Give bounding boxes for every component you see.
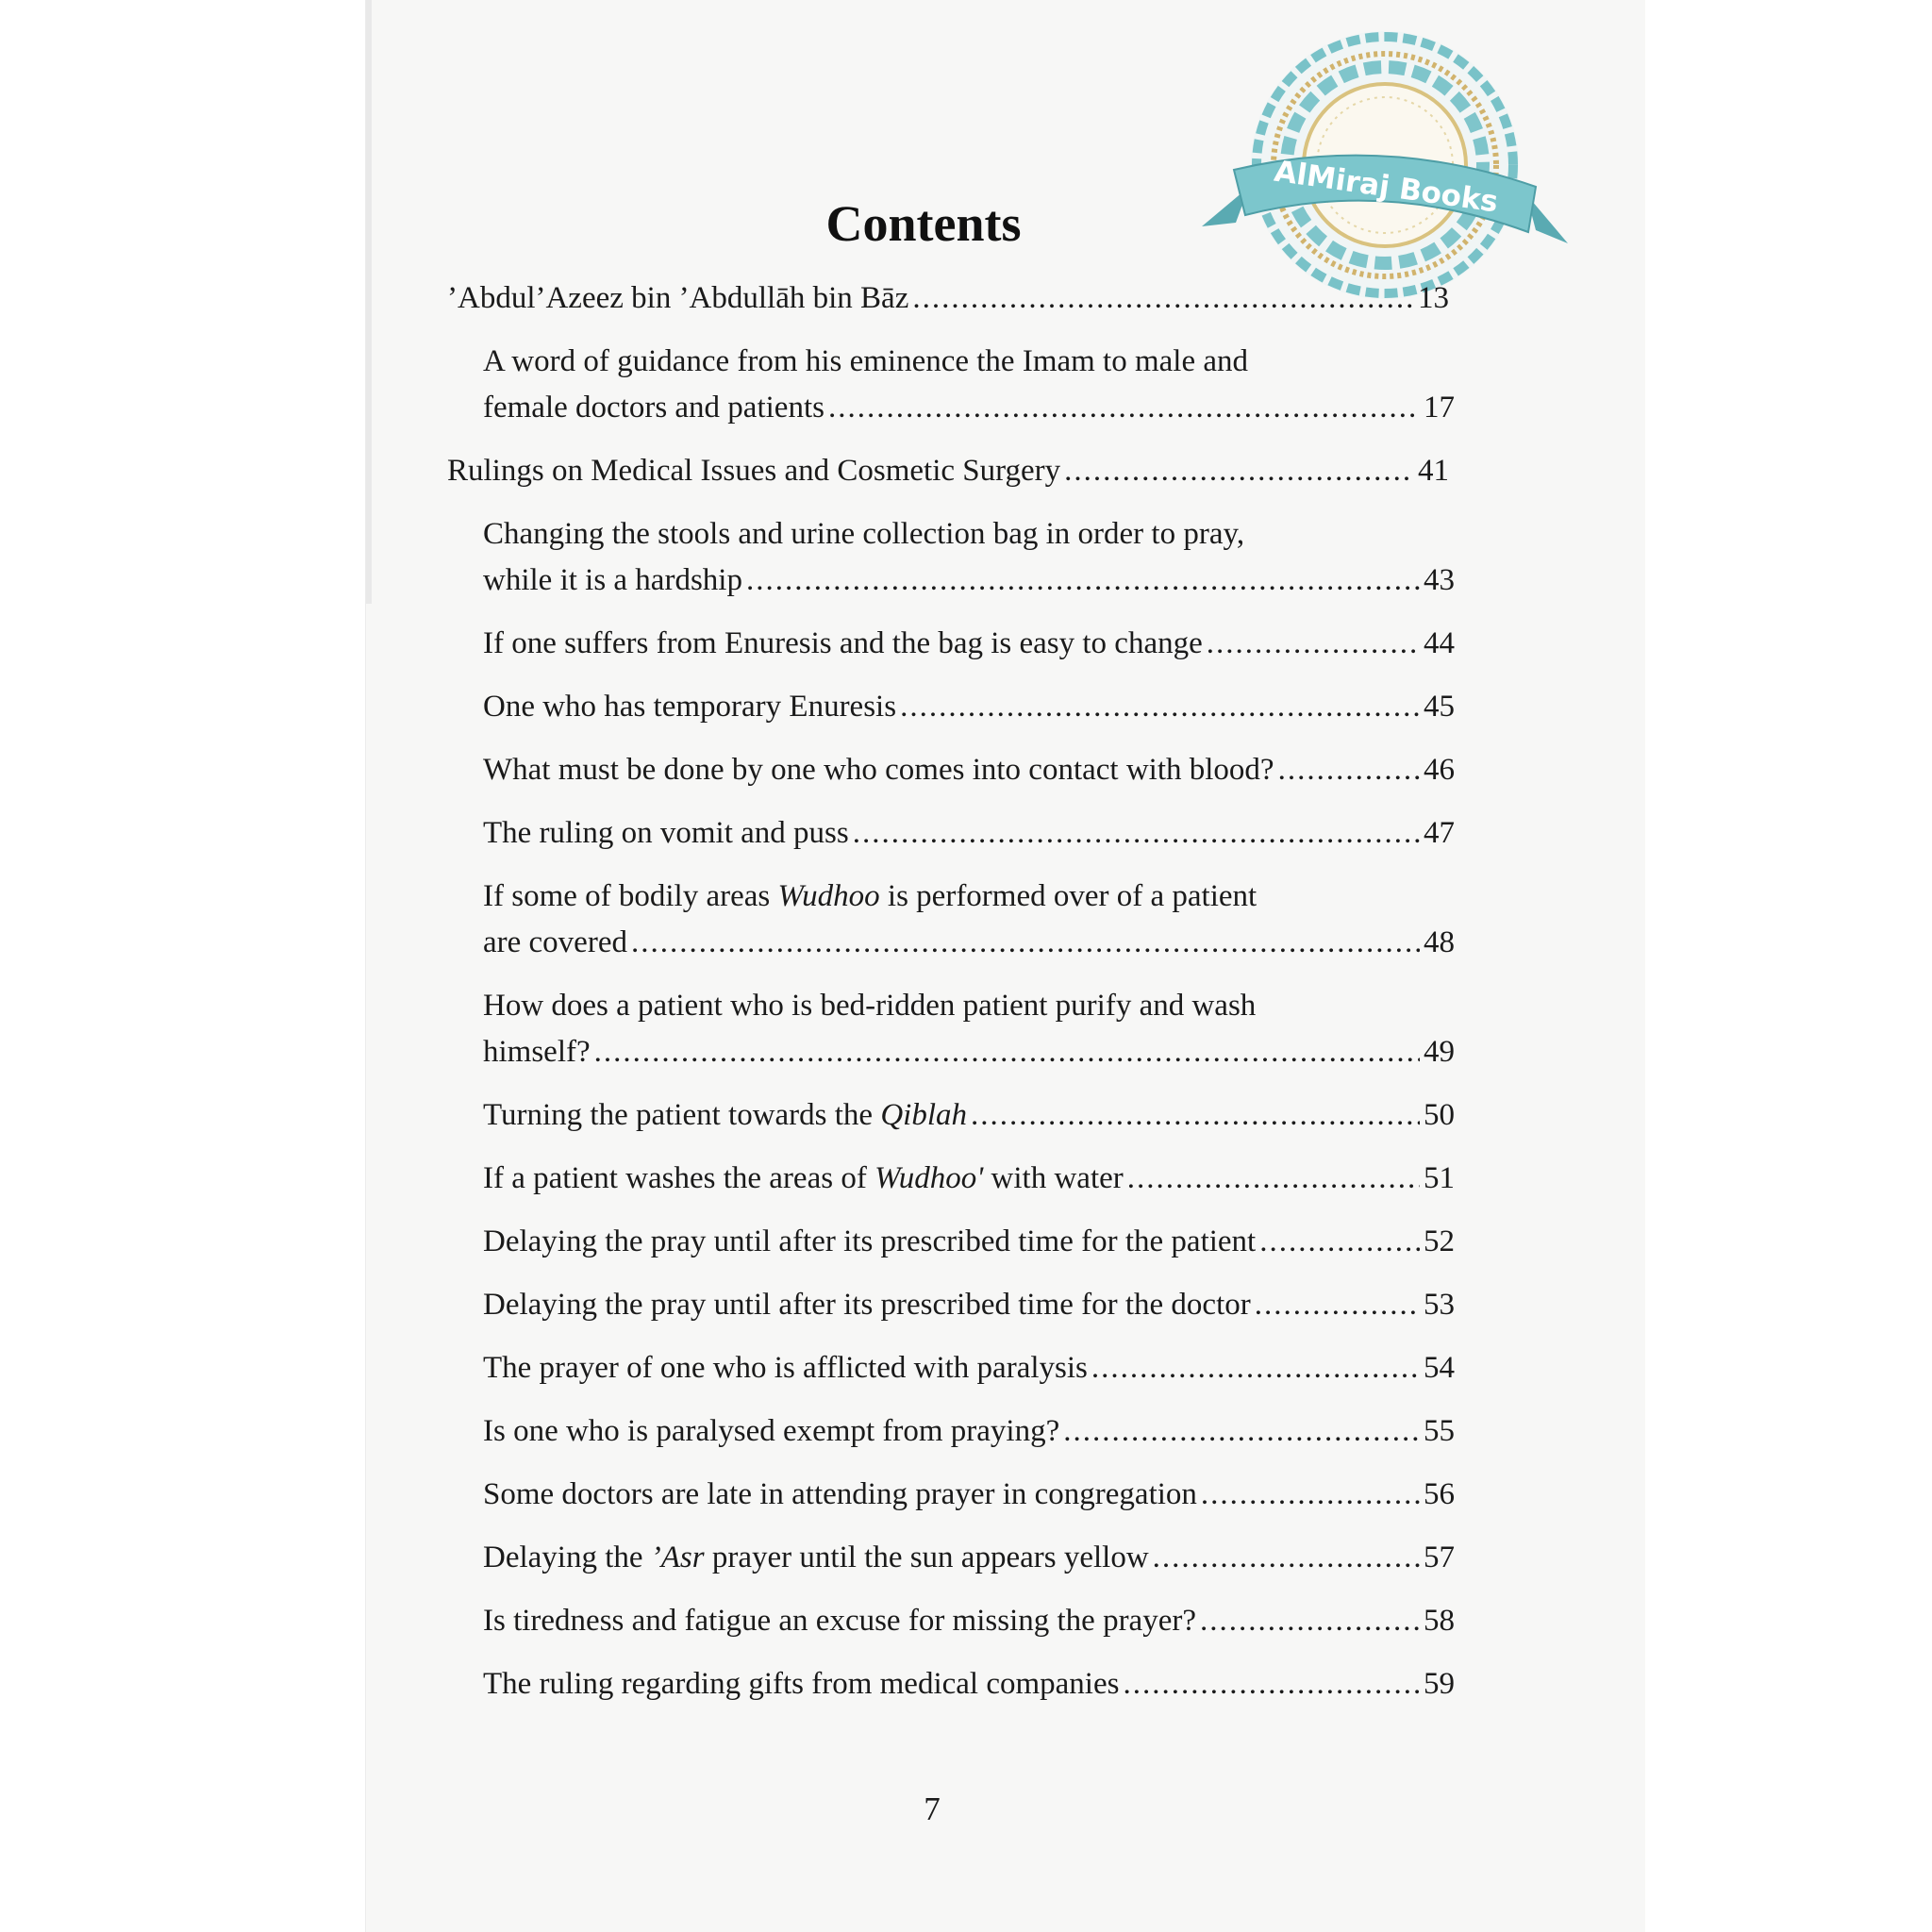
toc-entry-line <box>483 1156 1455 1202</box>
toc-entry-text: Delaying the pray until after its prescribed time for the patient <box>483 1224 1257 1258</box>
toc-entry <box>447 275 1449 322</box>
toc-page-number: 48 <box>1424 925 1455 959</box>
leader-dots <box>631 920 1420 966</box>
toc-entry-italic-term: Wudhoo' <box>874 1161 984 1195</box>
leader-dots <box>1278 747 1420 793</box>
toc-entry <box>447 1408 1455 1455</box>
toc-entry-line <box>483 1282 1455 1328</box>
toc-entry-line <box>483 1661 1455 1707</box>
toc-page-number: 47 <box>1424 816 1455 850</box>
leader-dots <box>594 1029 1420 1075</box>
toc-entry-line <box>483 1472 1455 1518</box>
leader-dots <box>1207 621 1420 667</box>
toc-entry-line <box>483 1535 1455 1581</box>
toc-entry-line <box>483 1092 1455 1139</box>
toc-entry <box>447 339 1455 431</box>
toc-entry-line <box>483 1598 1455 1644</box>
toc-entry-title <box>483 1219 1256 1265</box>
toc-page-number: 43 <box>1424 563 1455 597</box>
toc-entry-text: is performed over of a patient <box>887 879 1257 913</box>
table-of-contents <box>447 275 1455 1724</box>
toc-entry-line <box>483 747 1455 793</box>
toc-entry <box>447 448 1449 494</box>
toc-entry-text: The ruling on vomit and puss <box>483 816 849 850</box>
toc-entry <box>447 1472 1455 1518</box>
toc-entry-line <box>483 1345 1455 1391</box>
toc-entry-text: are covered <box>483 925 627 959</box>
page-number <box>0 1790 1932 1828</box>
toc-entry-line <box>447 275 1449 322</box>
toc-entry <box>447 810 1455 857</box>
toc-page-number: 41 <box>1418 454 1449 488</box>
leader-dots <box>971 1092 1420 1139</box>
toc-entry <box>447 1282 1455 1328</box>
toc-entry <box>447 1598 1455 1644</box>
toc-entry-first-line: Changing the stools and urine collection bag in order to pray, <box>483 517 1245 551</box>
toc-entry-italic-term: Qiblah <box>880 1098 967 1132</box>
toc-entry-line <box>447 448 1449 494</box>
toc-entry-title <box>483 1029 591 1075</box>
toc-entry <box>447 1535 1455 1581</box>
toc-entry-text: Delaying the <box>483 1541 643 1574</box>
toc-entry-text: Rulings on Medical Issues and Cosmetic Surgery <box>447 454 1061 488</box>
leader-dots <box>828 385 1420 431</box>
leader-dots <box>1063 1408 1420 1455</box>
toc-page-number: 17 <box>1424 391 1455 425</box>
toc-page-number: 54 <box>1424 1351 1455 1385</box>
toc-entry-title <box>483 1472 1197 1518</box>
toc-entry-line <box>483 1219 1455 1265</box>
toc-entry-text: Turning the patient towards the <box>483 1098 874 1132</box>
toc-entry-text: What must be done by one who comes into contact with blood? <box>483 753 1274 787</box>
leader-dots <box>912 275 1414 322</box>
toc-entry-first-line: How does a patient who is bed-ridden patient purify and wash <box>483 989 1257 1023</box>
toc-entry <box>447 621 1455 667</box>
toc-entry-text: The prayer of one who is afflicted with paralysis <box>483 1351 1088 1385</box>
page-number-text: 7 <box>924 1790 941 1827</box>
toc-entry-line <box>483 558 1455 604</box>
toc-page-number: 46 <box>1424 753 1455 787</box>
toc-page-number: 58 <box>1424 1604 1455 1638</box>
leader-dots <box>1259 1219 1420 1265</box>
toc-entry-title <box>483 558 742 604</box>
logo-text: AlMiraj Books <box>1272 154 1501 220</box>
toc-page-number: 52 <box>1424 1224 1455 1258</box>
toc-entry-title <box>483 1282 1251 1328</box>
toc-entry-line <box>483 385 1455 431</box>
leader-dots <box>1255 1282 1420 1328</box>
toc-entry-title <box>447 275 908 322</box>
toc-page-number: 53 <box>1424 1288 1455 1322</box>
toc-entry-title <box>483 684 896 730</box>
toc-entry <box>447 874 1455 966</box>
leader-dots <box>900 684 1420 730</box>
toc-entry-text: Delaying the pray until after its prescribed time for the doctor <box>483 1288 1251 1322</box>
toc-page-number: 55 <box>1424 1414 1455 1448</box>
toc-entry-title <box>483 1408 1059 1455</box>
leader-dots <box>1064 448 1414 494</box>
toc-entry <box>447 983 1455 1075</box>
toc-entry-text: Is tiredness and fatigue an excuse for missing the prayer? <box>483 1604 1196 1638</box>
toc-entry-text: female doctors and patients <box>483 391 824 425</box>
toc-entry-title <box>447 448 1060 494</box>
toc-entry <box>447 1219 1455 1265</box>
toc-entry-text: prayer until the sun appears yellow <box>711 1541 1149 1574</box>
page-edge-shadow <box>366 0 372 604</box>
toc-entry-italic-term: Wudhoo <box>777 879 880 913</box>
toc-entry-first-line <box>483 874 1455 920</box>
leader-dots <box>853 810 1420 857</box>
toc-entry-first-line: A word of guidance from his eminence the Imam to male and <box>483 344 1248 378</box>
toc-entry-line <box>483 1408 1455 1455</box>
toc-entry-text: If a patient washes the areas of <box>483 1161 867 1195</box>
toc-entry-text: One who has temporary Enuresis <box>483 690 897 724</box>
toc-entry-text: If one suffers from Enuresis and the bag is easy to change <box>483 626 1203 660</box>
leader-dots <box>1127 1156 1420 1202</box>
toc-entry-text: himself? <box>483 1035 591 1069</box>
toc-entry-line <box>483 621 1455 667</box>
toc-entry <box>447 511 1455 604</box>
toc-entry-line <box>483 684 1455 730</box>
toc-page-number: 51 <box>1424 1161 1455 1195</box>
toc-entry-italic-term: ’Asr <box>650 1541 705 1574</box>
toc-entry-line <box>483 920 1455 966</box>
toc-page-number: 45 <box>1424 690 1455 724</box>
toc-page-number: 57 <box>1424 1541 1455 1574</box>
leader-dots <box>1200 1598 1420 1644</box>
toc-entry-text: The ruling regarding gifts from medical companies <box>483 1667 1120 1701</box>
toc-entry-title <box>483 810 849 857</box>
toc-page-number: 50 <box>1424 1098 1455 1132</box>
toc-entry-title <box>483 1092 967 1139</box>
toc-page-number: 44 <box>1424 626 1455 660</box>
leader-dots <box>1123 1661 1420 1707</box>
toc-entry-title <box>483 1345 1088 1391</box>
leader-dots <box>1201 1472 1420 1518</box>
toc-page-number: 59 <box>1424 1667 1455 1701</box>
toc-entry-title <box>483 621 1203 667</box>
toc-entry-text: Some doctors are late in attending prayer in congregation <box>483 1477 1197 1511</box>
toc-entry-line <box>483 1029 1455 1075</box>
toc-entry-line <box>483 810 1455 857</box>
toc-entry-text: while it is a hardship <box>483 563 742 597</box>
toc-entry-text: ’Abdul’Azeez bin ’Abdullāh bin Bāz <box>447 281 909 315</box>
toc-entry-title <box>483 1661 1119 1707</box>
toc-entry-text: If some of bodily areas <box>483 879 771 913</box>
leader-dots <box>746 558 1420 604</box>
toc-entry-title <box>483 747 1274 793</box>
toc-entry <box>447 1156 1455 1202</box>
page-title-text: Contents <box>825 195 1022 252</box>
toc-entry-title <box>483 920 627 966</box>
toc-entry <box>447 1661 1455 1707</box>
leader-dots <box>1091 1345 1420 1391</box>
toc-page-number: 49 <box>1424 1035 1455 1069</box>
toc-page-number: 13 <box>1418 281 1449 315</box>
toc-entry-title <box>483 1156 1124 1202</box>
toc-entry <box>447 684 1455 730</box>
toc-entry-title <box>483 1535 1149 1581</box>
toc-entry <box>447 747 1455 793</box>
leader-dots <box>1153 1535 1420 1581</box>
toc-entry <box>447 1092 1455 1139</box>
toc-entry <box>447 1345 1455 1391</box>
toc-entry-title <box>483 385 824 431</box>
toc-page-number: 56 <box>1424 1477 1455 1511</box>
toc-entry-text: Is one who is paralysed exempt from praying? <box>483 1414 1060 1448</box>
page-title <box>0 194 1932 253</box>
almiraj-books-logo <box>1196 28 1574 311</box>
toc-entry-text: with water <box>991 1161 1124 1195</box>
toc-entry-title <box>483 1598 1196 1644</box>
